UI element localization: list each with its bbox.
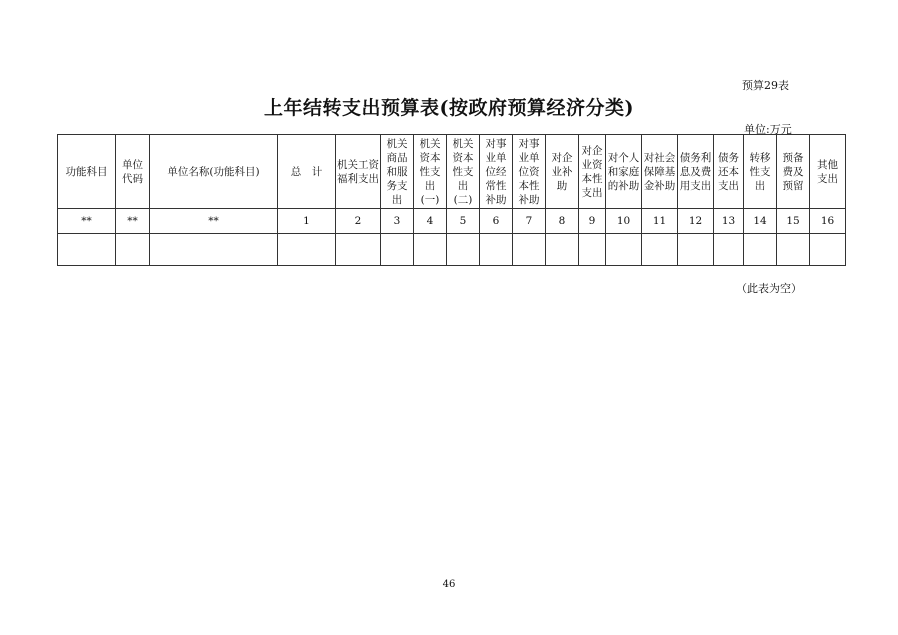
empty-table-note: （此表为空） — [736, 282, 802, 295]
index-cell: ** — [150, 209, 278, 234]
empty-cell — [278, 234, 336, 266]
empty-cell — [336, 234, 381, 266]
index-cell: 12 — [678, 209, 714, 234]
empty-cell — [810, 234, 846, 266]
index-cell: 9 — [579, 209, 606, 234]
header-cell: 预备费及预留 — [777, 135, 810, 209]
empty-cell — [480, 234, 513, 266]
empty-cell — [606, 234, 642, 266]
header-cell: 功能科目 — [58, 135, 116, 209]
index-cell: 16 — [810, 209, 846, 234]
header-cell: 单位代码 — [116, 135, 150, 209]
index-cell: 3 — [381, 209, 414, 234]
header-cell: 对社会保障基金补助 — [642, 135, 678, 209]
empty-cell — [678, 234, 714, 266]
empty-cell — [414, 234, 447, 266]
index-cell: 8 — [546, 209, 579, 234]
empty-cell — [381, 234, 414, 266]
header-cell: 机关资本性支出(一) — [414, 135, 447, 209]
index-cell: 1 — [278, 209, 336, 234]
empty-cell — [642, 234, 678, 266]
index-cell: 15 — [777, 209, 810, 234]
empty-cell — [714, 234, 744, 266]
empty-cell — [546, 234, 579, 266]
header-cell: 对个人和家庭的补助 — [606, 135, 642, 209]
empty-data-row — [58, 234, 846, 266]
empty-cell — [58, 234, 116, 266]
header-cell: 总 计 — [278, 135, 336, 209]
empty-cell — [150, 234, 278, 266]
header-cell: 转移性支出 — [744, 135, 777, 209]
index-cell: 14 — [744, 209, 777, 234]
empty-cell — [447, 234, 480, 266]
empty-cell — [744, 234, 777, 266]
header-cell: 机关工资福利支出 — [336, 135, 381, 209]
empty-cell — [513, 234, 546, 266]
empty-cell — [116, 234, 150, 266]
header-cell: 对企业补助 — [546, 135, 579, 209]
header-cell: 单位名称(功能科目) — [150, 135, 278, 209]
index-row — [58, 209, 846, 234]
empty-cell — [579, 234, 606, 266]
index-cell: ** — [116, 209, 150, 234]
index-cell: 13 — [714, 209, 744, 234]
form-number: 预算29表 — [742, 79, 789, 92]
header-cell: 债务利息及费用支出 — [678, 135, 714, 209]
index-cell: 5 — [447, 209, 480, 234]
index-cell: 2 — [336, 209, 381, 234]
page-title: 上年结转支出预算表(按政府预算经济分类) — [264, 97, 634, 119]
empty-cell — [777, 234, 810, 266]
index-cell: 7 — [513, 209, 546, 234]
index-cell: 6 — [480, 209, 513, 234]
budget-table — [57, 134, 846, 266]
unit-label: 单位:万元 — [744, 123, 792, 136]
index-cell: 4 — [414, 209, 447, 234]
header-cell: 对事业单位经常性补助 — [480, 135, 513, 209]
header-cell: 其他支出 — [810, 135, 846, 209]
header-cell: 对企业资本性支出 — [579, 135, 606, 209]
index-cell: ** — [58, 209, 116, 234]
index-cell: 11 — [642, 209, 678, 234]
index-cell: 10 — [606, 209, 642, 234]
header-row — [58, 135, 846, 209]
header-cell: 对事业单位资本性补助 — [513, 135, 546, 209]
page-number: 46 — [442, 579, 456, 590]
header-cell: 债务还本支出 — [714, 135, 744, 209]
header-cell: 机关资本性支出(二) — [447, 135, 480, 209]
header-cell: 机关商品和服务支出 — [381, 135, 414, 209]
